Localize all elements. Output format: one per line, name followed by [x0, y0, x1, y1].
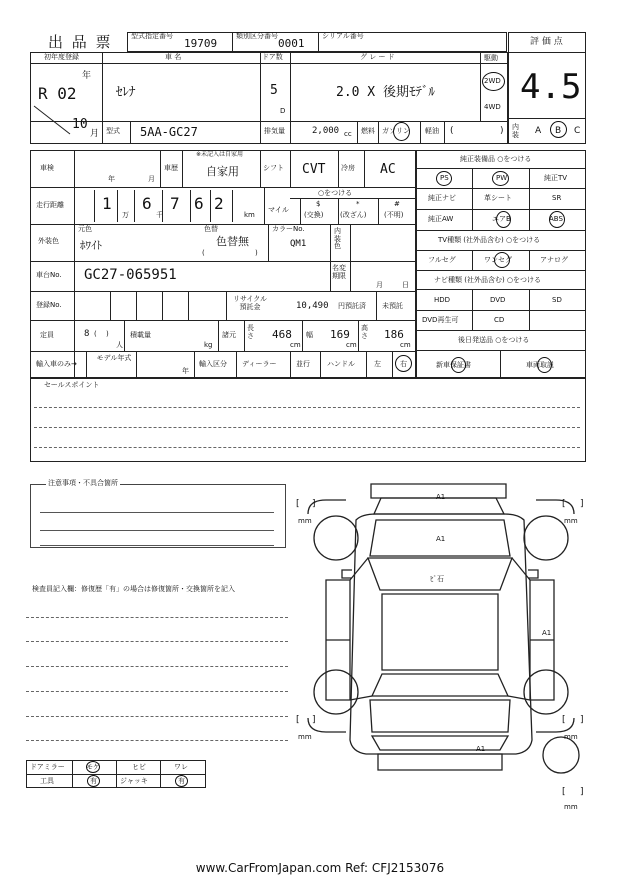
mileage-unknown-sym: #: [394, 200, 400, 208]
mileage-unknown: (不明): [384, 211, 404, 219]
load-label: 積載量: [130, 331, 151, 339]
interior-label: 内装: [512, 123, 519, 139]
tv-fullseg: フルセグ: [428, 256, 456, 264]
grade-label: グ レ ー ド: [360, 53, 395, 61]
fuel-gas-selected-mark: [393, 122, 410, 141]
interior-opt-a: A: [535, 126, 542, 136]
serial-number-label: シリアル番号: [322, 32, 364, 40]
chassis-month-unit: 月: [376, 281, 383, 289]
registration-label: 登録No.: [36, 301, 62, 309]
notes-label: 注意事項・不具合箇所: [48, 479, 118, 487]
car-name-label: 車 名: [165, 53, 182, 61]
recycle-unpaid: 未預託: [382, 302, 403, 310]
later-manual-selected-mark: [537, 357, 552, 373]
mirror-label: ドアミラー: [30, 763, 65, 771]
mileage-exchange: (交換): [304, 211, 324, 219]
mirror-wre: ワレ: [174, 763, 188, 771]
chassis-day-unit: 日: [402, 281, 409, 289]
tools-selected-mark: [87, 775, 100, 787]
mileage-unit-sen: 千: [156, 211, 163, 219]
navi-dvd-playback: DVD再生可: [422, 316, 459, 324]
interior-b-selected-mark: [550, 121, 567, 138]
first-reg-year-unit: 年: [82, 71, 92, 81]
import-parallel: 並行: [296, 360, 310, 368]
recycle-unit: 円預託済: [338, 302, 366, 310]
notes-box: [30, 484, 286, 548]
tread-fr-bracket-open: [: [562, 499, 566, 509]
damage-right-side: A1: [542, 629, 552, 637]
drive-2wd-selected-mark: [482, 72, 505, 91]
later-header: 後日発送品 ○をつける: [458, 336, 530, 344]
shift-label: シフト: [263, 164, 284, 172]
ac-value: AC: [380, 162, 396, 177]
mirror-hibi: ヒビ: [132, 763, 146, 771]
import-class-label: 輸入区分: [199, 360, 227, 368]
tv-oneseg: ワンセグ: [484, 256, 512, 264]
equip-airbag: エアB: [492, 215, 511, 223]
chassis-value: GC27-065951: [84, 267, 177, 283]
exterior-color-value: 色替無: [216, 235, 249, 248]
equip-abs-selected-mark: [549, 211, 565, 228]
displacement-unit: cc: [344, 130, 352, 138]
navi-hdd: HDD: [434, 296, 451, 304]
fuel-label: 燃料: [361, 127, 375, 135]
exterior-orig-value: ﾎﾜｲﾄ: [80, 239, 102, 252]
tread-rl-bracket-open: [: [296, 715, 300, 725]
mileage-tamper-sym: *: [356, 200, 360, 208]
equip-pw-selected-mark: [492, 171, 509, 186]
grade-value: 2.0 X 後期ﾓﾃﾞﾙ: [336, 85, 435, 100]
length-unit: cm: [290, 341, 301, 349]
exterior-color-label: 色替: [204, 225, 218, 233]
model-year-label: モデル年式: [96, 354, 132, 362]
sales-point-label: セールスポイント: [44, 381, 100, 389]
later-warranty-selected-mark: [451, 357, 466, 373]
width-unit: cm: [346, 341, 357, 349]
mileage-digit-thousand: 6: [142, 194, 152, 213]
car-name-value: ｾﾚﾅ: [116, 85, 136, 100]
equip-pw: PW: [496, 174, 508, 182]
sheet-title: 出 品 票: [48, 33, 113, 51]
mirror-mode-selected-mark: [86, 761, 100, 773]
equip-ps-selected-mark: [436, 171, 452, 186]
navi-header: ナビ種類 (社外品含む) ○をつける: [434, 276, 542, 284]
height-unit: cm: [400, 341, 411, 349]
tread-rl-unit: mm: [298, 733, 312, 741]
damage-rear-bumper: A1: [476, 745, 486, 753]
mileage-digit-one: 2: [214, 194, 224, 213]
interior-opt-b: B: [555, 126, 562, 136]
mileage-unit-man: 万: [122, 211, 129, 219]
capacity-value: 8: [84, 329, 90, 339]
displacement-value: 2,000: [312, 126, 340, 136]
type-designation-value: 19709: [184, 37, 218, 50]
dims-label: 諸元: [222, 331, 236, 339]
navi-cd: CD: [494, 316, 505, 324]
equip-tv: 純正TV: [544, 174, 568, 182]
first-reg-slash: [32, 104, 72, 144]
shift-value: CVT: [302, 162, 326, 177]
first-reg-month-unit: 月: [90, 129, 100, 139]
drive-opt-4wd: 4WD: [484, 103, 501, 111]
history-label: 車歴: [164, 164, 178, 172]
tread-spare-bracket-close: ]: [580, 787, 584, 797]
interior-color-label: 内装色: [334, 227, 341, 251]
tv-header: TV種類 (社外品含む) ○をつける: [438, 236, 541, 244]
fuel-paren-open: (: [450, 126, 454, 136]
model-year-unit: 年: [182, 367, 189, 375]
recycle-value: 10,490: [296, 301, 329, 311]
equip-abs: ABS: [549, 215, 563, 223]
handle-right-selected-mark: [395, 355, 412, 372]
category-number-label: 類別区分番号: [236, 32, 278, 40]
type-designation-label: 型式指定番号: [131, 32, 173, 40]
mirror-mode: モゲ: [86, 763, 100, 771]
model-code-label: 型式: [106, 127, 120, 135]
rating-value: 4.5: [520, 67, 582, 107]
fuel-light-oil: 軽油: [425, 127, 439, 135]
footer-watermark: www.CarFromJapan.com Ref: CFJ2153076: [195, 861, 445, 875]
factory-equipment-header: 純正装備品 ○をつける: [460, 155, 532, 163]
navi-sd: SD: [552, 296, 562, 304]
tread-fr-unit: mm: [564, 517, 578, 525]
inspection-year-unit: 年: [108, 175, 115, 183]
damage-hood: A1: [436, 535, 446, 543]
capacity-paren-open: (: [94, 330, 97, 338]
capacity-unit: 人: [116, 341, 123, 349]
capacity-paren-close: ): [106, 330, 109, 338]
fuel-paren-close: ): [500, 126, 504, 136]
width-value: 169: [330, 328, 350, 341]
inspection-month-unit: 月: [148, 175, 155, 183]
tools-label: 工具: [40, 777, 54, 785]
tread-fl-bracket-open: [: [296, 499, 300, 509]
height-label: 高さ: [361, 324, 368, 340]
height-value: 186: [384, 328, 404, 341]
equip-ps: PS: [440, 174, 449, 182]
color-no-value: QM1: [290, 239, 307, 249]
handle-label: ハンドル: [327, 360, 355, 368]
inspection-label: 車検: [40, 164, 54, 172]
load-unit: kg: [204, 341, 213, 349]
color-no-label: カラーNo.: [272, 225, 305, 233]
mileage-digit-hundred: 7: [170, 194, 180, 213]
handle-left: 左: [374, 360, 381, 368]
chassis-expiry-label: 名変期限: [332, 264, 346, 280]
rating-label: 評 価 点: [530, 37, 563, 47]
mileage-exchange-sym: $: [316, 200, 321, 208]
chassis-label: 車台No.: [36, 271, 62, 279]
fuel-gas: ガソリン: [382, 127, 410, 135]
doors-suffix: D: [280, 107, 286, 115]
length-value: 468: [272, 328, 292, 341]
mileage-unit-km: km: [244, 211, 255, 219]
import-label: 輸入車のみ→: [36, 360, 77, 368]
drive-opt-2wd: 2WD: [484, 77, 501, 85]
tread-fr-bracket-close: ]: [580, 499, 584, 509]
length-label: 長さ: [247, 324, 254, 340]
ac-label: 冷房: [341, 164, 355, 172]
tread-rl-bracket-close: ]: [312, 715, 316, 725]
capacity-label: 定員: [40, 331, 54, 339]
exterior-paren-close: ): [255, 249, 258, 257]
first-reg-era: R 02: [38, 84, 77, 103]
car-damage-diagram: [286, 470, 596, 820]
doors-label: ドア数: [262, 53, 283, 61]
exterior-paren-open: (: [202, 249, 205, 257]
tv-analog: アナログ: [540, 256, 568, 264]
mileage-miles: マイル: [268, 206, 289, 214]
exterior-label: 外装色: [38, 237, 59, 245]
jack-label: ジャッキ: [120, 777, 148, 785]
equip-airbag-selected-mark: [496, 211, 511, 228]
first-reg-label: 初年度登録: [44, 53, 79, 61]
width-label: 幅: [306, 331, 313, 339]
history-value: 自家用: [206, 165, 239, 178]
mileage-digit-ten-thousand: 1: [102, 194, 112, 213]
sales-point-box: [30, 378, 586, 462]
handle-right: 右: [400, 360, 407, 368]
jack-value: 有: [178, 777, 185, 785]
mileage-circle-note: ○をつける: [318, 189, 353, 197]
mileage-digit-ten: 6: [194, 194, 204, 213]
tv-oneseg-selected-mark: [494, 252, 510, 268]
doors-value: 5: [270, 83, 278, 98]
navi-dvd: DVD: [490, 296, 506, 304]
tread-spare-unit: mm: [564, 803, 578, 811]
damage-windshield-note: ﾋﾟ石: [430, 575, 444, 583]
tools-value: 有: [90, 777, 97, 785]
tread-fl-unit: mm: [298, 517, 312, 525]
equip-navi: 純正ナビ: [428, 194, 456, 202]
history-note: ※未記入は自家用: [196, 151, 244, 158]
import-dealer: ディーラー: [242, 360, 277, 368]
jack-selected-mark: [175, 775, 188, 787]
first-reg-month: 10: [72, 117, 88, 132]
mileage-label: 走行距離: [36, 201, 64, 209]
category-number-value: 0001: [278, 37, 305, 50]
exterior-orig-label: 元色: [78, 225, 92, 233]
later-warranty: 新車保証書: [436, 361, 471, 369]
interior-opt-c: C: [574, 126, 581, 136]
inspector-note: 検査員記入欄：修復歴「有」の場合は修復箇所・交換箇所を記入: [32, 585, 235, 593]
tread-fl-bracket-close: ]: [312, 499, 316, 509]
mileage-tamper: (改ざん): [340, 211, 367, 219]
tread-rr-bracket-close: ]: [580, 715, 584, 725]
damage-front-bumper: A1: [436, 493, 446, 501]
drive-label: 駆動: [484, 54, 498, 62]
tread-rr-bracket-open: [: [562, 715, 566, 725]
equip-leather: 革シート: [484, 194, 512, 202]
tread-rr-unit: mm: [564, 733, 578, 741]
equip-aw: 純正AW: [428, 215, 454, 223]
displacement-label: 排気量: [264, 127, 285, 135]
equip-sr: SR: [552, 194, 562, 202]
tread-spare-bracket-open: [: [562, 787, 566, 797]
model-code-value: 5AA-GC27: [140, 125, 198, 139]
later-manual: 車両取説: [526, 361, 554, 369]
recycle-label: リサイクル預託金: [232, 295, 268, 312]
